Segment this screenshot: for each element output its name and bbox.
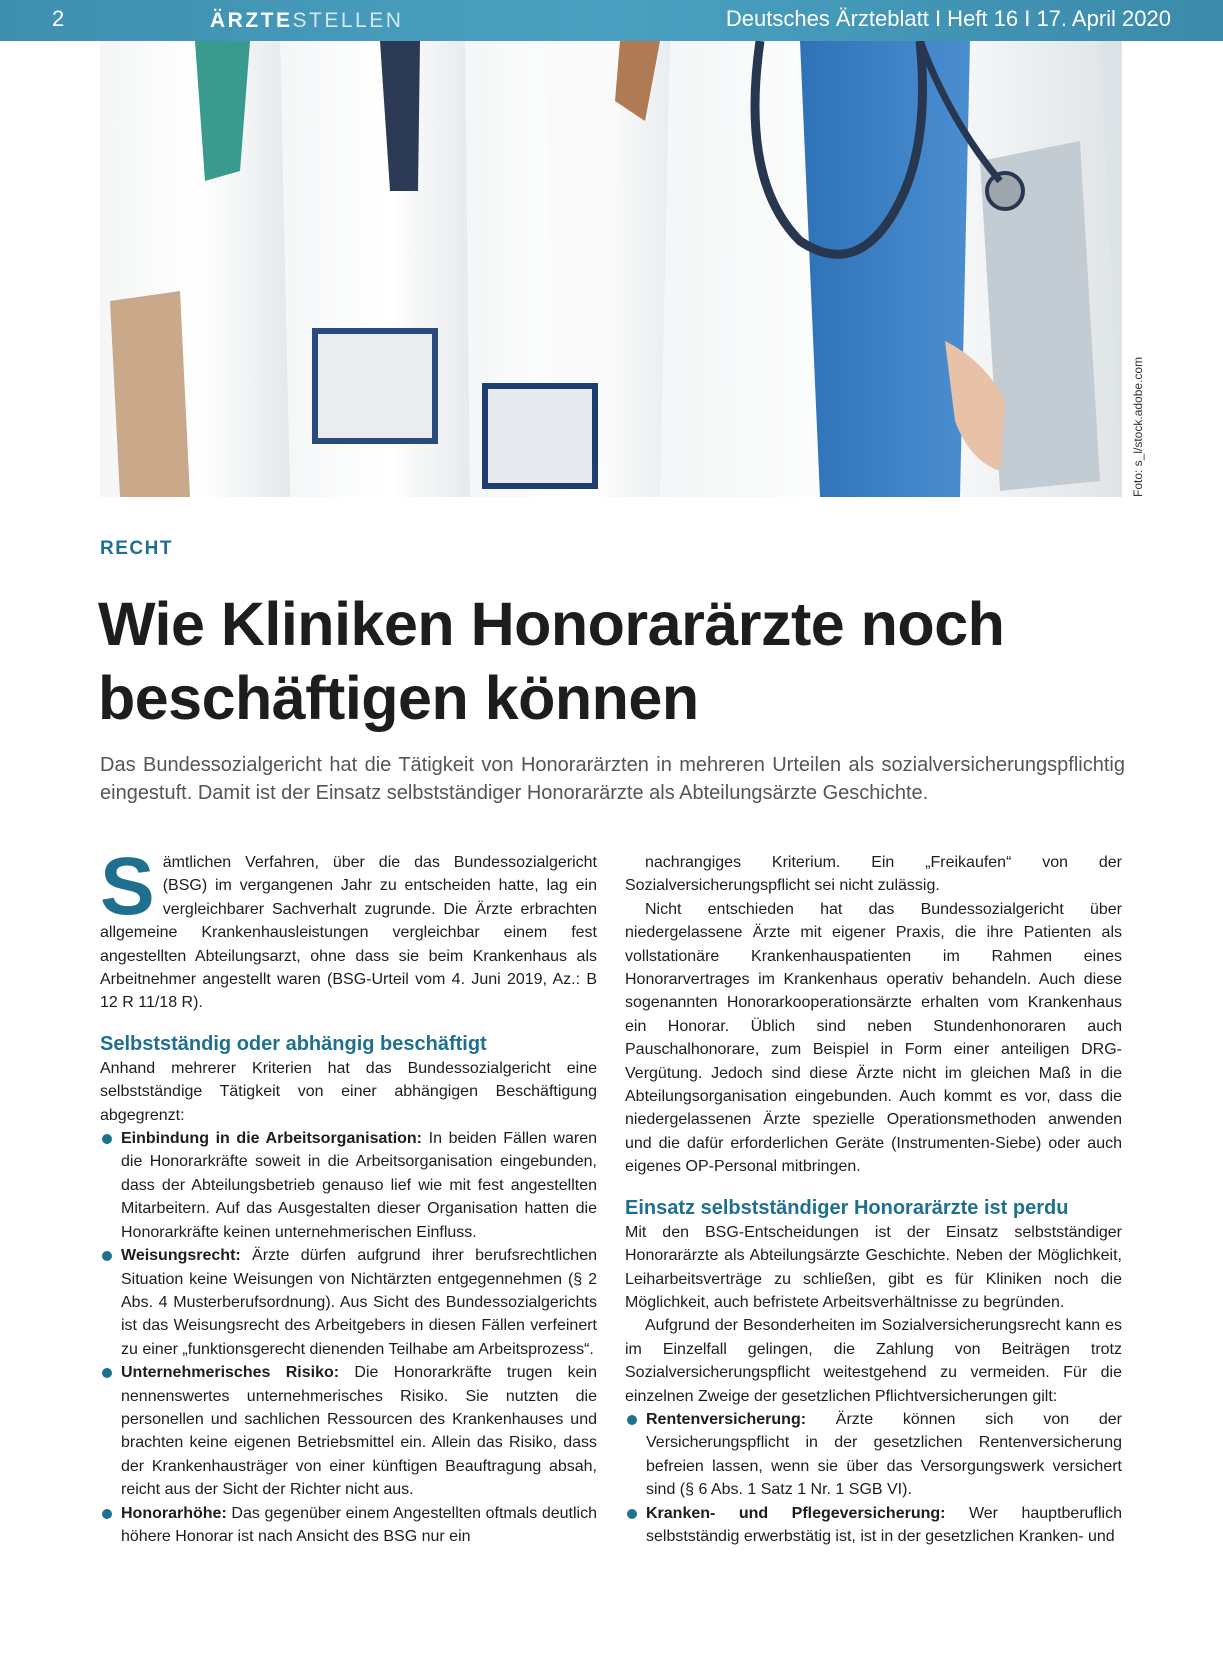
issue-info: Deutsches Ärzteblatt I Heft 16 I 17. April 2020 [725,6,1171,31]
header-photo-doctors [100,41,1122,497]
article-column-left [100,841,598,1548]
photo-credit: Foto: s_l/stock.adobe.com [1131,356,1145,497]
section-heading-1: Selbstständig oder abhängig beschäftigt [100,1032,487,1055]
section-logo-bold: ÄRZTE [210,9,293,32]
list-item-text: Das gegenüber einem Angestellten oftmals deutlich höhere Honorar ist nach Ansicht des BSG nur ein [121,1504,597,1545]
insurance-list [625,1408,1122,1548]
section-logo [210,9,403,33]
list-item-term: Rentenversicherung: [646,1410,807,1428]
list-item [100,1244,597,1361]
section-heading-2: Einsatz selbstständiger Honorarärzte ist perdu [625,1196,1069,1219]
drop-cap: S [100,841,155,932]
page-header-bar [0,0,1223,41]
list-item-text: Ärzte können sich von der Versicherungspflicht in der gesetzlichen Rentenversicherung befreien lassen, wenn sie über das Versorgungswerk versichert sind (§ 6 Abs. 1 Satz 1 Nr. 1 SGB VI). [646,1410,1122,1499]
list-item [100,1127,597,1244]
list-item-term: Weisungsrecht: [121,1247,241,1265]
list-item-text: Die Honorarkräfte trugen kein nennenswertes unternehmerisches Risiko. Sie nutzten die personellen und sachlichen Ressourcen des Krankenhauses und brachten keine eigenen Betriebsmittel ein. Allein das Risiko, dass der Krankenhausträger von einer künftigen Beauftragung absah, reicht aus der Sicht der Richter nicht aus. [121,1364,597,1499]
article-column-right [625,851,1122,1548]
list-item-text: Wer hauptberuflich selbstständig erwerbstätig ist, ist in der gesetzlichen Kranken- und [646,1504,1122,1545]
article-title-line-2: beschäftigen können [98,664,699,732]
article-kicker: RECHT [100,538,173,559]
article-title [98,587,1128,735]
list-item [625,1502,1122,1549]
list-item-text: Ärzte dürfen aufgrund ihrer berufsrechtlichen Situation keine Weisungen von Nichtärzten entgegennehmen (§ 2 Abs. 4 Musterberufsordnung). Aus Sicht des Bundessozialgerichts ist das Weisungsrecht des Arbeitgebers in diesen Fällen verfeinert zu einer „funktionsgerecht dienenden Teilhabe am Arbeitsprozess“. [121,1247,597,1358]
intro-paragraph: ämtlichen Verfahren, über die das Bundessozialgericht (BSG) im vergangenen Jahr zu entscheiden hatte, lag ein vergleichbarer Sachverhalt zugrunde. Die Ärzte erbrachten allgemeine Krankenhausleistungen vergleichbar einem fest angestellten Abteilungsarzt, ohne dass sie beim Krankenhaus als Arbeitnehmer angestellt waren (BSG-Urteil vom 4. Juni 2019, Az.: B 12 R 11/18 R). [100,854,597,1012]
criteria-list [100,1127,597,1548]
continuation-paragraph: nachrangiges Kriterium. Ein „Freikaufen“ von der Sozialversicherungspflicht sei nicht zulässig. [625,854,1122,895]
page-number: 2 [52,6,65,31]
paragraph-besonderheiten: Aufgrund der Besonderheiten im Sozialversicherungsrecht kann es im Einzelfall gelingen, die Zahlung von Beiträgen trotz Sozialversicherungspflicht weitestgehend zu vermeiden. Für die einzelnen Zweige der gesetzlichen Pflichtversicherungen gilt: [625,1317,1122,1405]
list-item [625,1408,1122,1502]
list-item-term: Kranken- und Pflegeversicherung: [646,1504,946,1522]
article-title-line-1: Wie Kliniken Honorarärzte noch [98,590,1005,658]
paragraph-honorarkooperation: Nicht entschieden hat das Bundessozialgericht über niedergelassene Ärzte mit eigener Praxis, die ihre Patienten als vollstationäre Krankenhauspatienten im Rahmen eines Honorarvertrages im Krankenhaus operativ behandeln. Auch diese sogenannten Honorarkooperationsärzte erhalten vom Krankenhaus ein Honorar. Üblich sind neben Stundenhonoraren auch Pauschalhonorare, zum Beispiel in Form einer anteiligen DRG-Vergütung. Jedoch sind diese Ärzte nicht im gleichen Maß in die Abteilungsorganisation eingebunden. Auch kommt es vor, dass die niedergelassenen Ärzte spezielle Operationsmethoden anwenden und die dafür erforderlichen Geräte (Instrumenten-Siebe) oder auch eigenes OP-Personal mitbringen. [625,900,1122,1176]
list-item [100,1361,597,1501]
list-item [100,1502,597,1549]
section-1-paragraph: Anhand mehrerer Kriterien hat das Bundessozialgericht eine selbstständige Tätigkeit von einer abhängigen Beschäftigung abgegrenzt: [100,1059,597,1124]
list-item-term: Unternehmerisches Risiko: [121,1364,340,1382]
article-lead: Das Bundessozialgericht hat die Tätigkeit von Honorarärzten in mehreren Urteilen als sozialversicherungspflichtig eingestuft. Damit ist der Einsatz selbstständiger Honorarärzte als Abteilungsärzte Geschichte. [100,754,1125,804]
list-item-term: Honorarhöhe: [121,1504,227,1522]
section-logo-light: STELLEN [292,9,404,32]
list-item-term: Einbindung in die Arbeitsorganisation: [121,1130,423,1148]
doctors-illustration [100,41,1122,497]
paragraph-bsg-entscheidungen: Mit den BSG-Entscheidungen ist der Einsatz selbstständiger Honorarärzte als Abteilungsärzte Geschichte. Neben der Möglichkeit, Leiharbeitsverträge zu schließen, gibt es für Kliniken noch die Möglichkeit, auch befristete Arbeitsverhältnisse zu begründen. [625,1223,1122,1311]
list-item-text: In beiden Fällen waren die Honorarkräfte soweit in die Arbeitsorganisation eingebunden, dass der Abteilungsbetrieb genauso lief wie mit fest angestellten Mitarbeitern. Auf das Ausgestalten dieser Organisation hatten die Honorarkräfte keinen unternehmerischen Einfluss. [121,1130,598,1241]
